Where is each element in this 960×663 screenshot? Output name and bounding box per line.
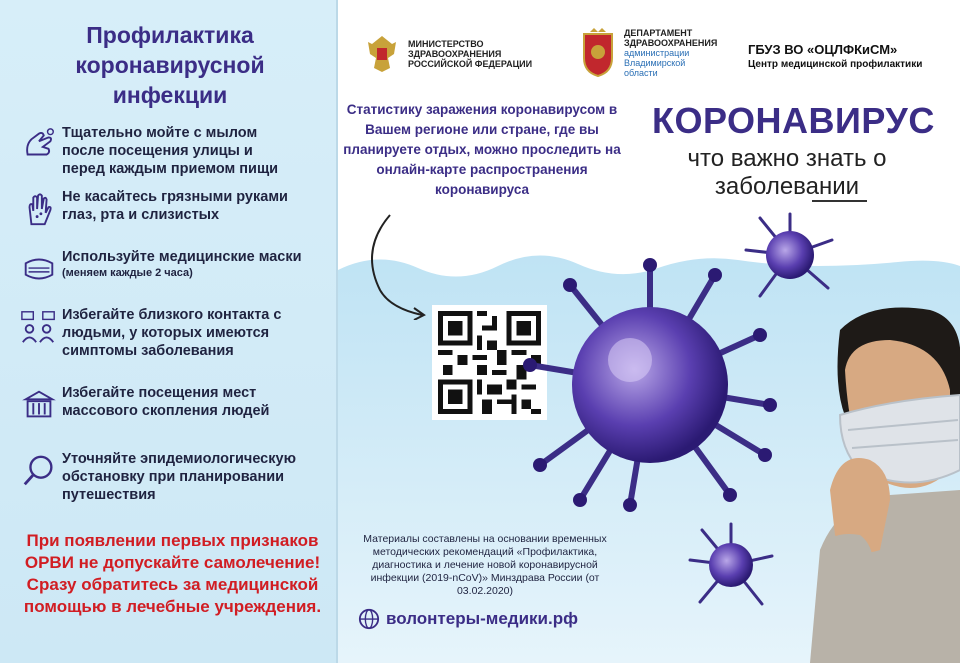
tip-travel bbox=[20, 450, 322, 504]
statistics-text: Статистику заражения коронавирусом в Вашем регионе или стране, где вы планируете отдых, можно проследить на онлайн-карте распространения коронавируса bbox=[343, 102, 621, 197]
tip-text: Не касайтесь грязными руками глаз, рта и слизистых bbox=[62, 189, 288, 223]
magnifier-icon bbox=[20, 452, 58, 490]
arrow-icon bbox=[360, 210, 440, 320]
tip-handwash bbox=[20, 124, 282, 178]
department-name: ДЕПАРТАМЕНТ ЗДРАВООХРАНЕНИЯ bbox=[624, 28, 718, 48]
mask-icon bbox=[20, 250, 58, 288]
virus-small-icon bbox=[740, 210, 840, 300]
department-logo bbox=[578, 28, 718, 78]
tip-note: (меняем каждые 2 часа) bbox=[62, 267, 193, 279]
coronavirus-title: КОРОНАВИРУС bbox=[652, 100, 935, 141]
dirty-hand-icon bbox=[20, 190, 58, 228]
tip-text: Тщательно мойте с мылом после посещения улицы и перед каждым приемом пищи bbox=[62, 125, 279, 177]
gbuz-logo bbox=[748, 42, 922, 70]
vladimir-shield-icon bbox=[578, 28, 618, 78]
people-distance-icon bbox=[20, 308, 58, 346]
gbuz-name: ГБУЗ ВО «ОЦЛФКиСМ» bbox=[748, 42, 898, 57]
tip-text: Избегайте посещения мест массового скопления людей bbox=[62, 385, 270, 419]
tip-text: Избегайте близкого контакта с людьми, у которых имеются симптомы заболевания bbox=[62, 307, 282, 359]
warning-text: При появлении первых признаков ОРВИ не допускайте самолечение! Сразу обратитесь за медицинской помощью в лечебные учреждения. bbox=[23, 531, 322, 616]
volunteers-site[interactable] bbox=[358, 608, 578, 630]
tip-text: Используйте медицинские маски bbox=[62, 249, 302, 265]
tip-text: Уточняйте эпидемиологическую обстановку при планировании путешествия bbox=[62, 451, 296, 503]
tip-distance bbox=[20, 306, 312, 360]
tip-mask bbox=[20, 248, 332, 288]
crowd-building-icon bbox=[20, 386, 58, 424]
department-subname: администрации Владимирской области bbox=[624, 48, 690, 78]
coat-of-arms-icon bbox=[362, 32, 402, 76]
prevention-title: Профилактика коронавирусной инфекции bbox=[75, 22, 265, 108]
tip-dont-touch bbox=[20, 188, 302, 228]
ministry-name: МИНИСТЕРСТВО ЗДРАВООХРАНЕНИЯ РОССИЙСКОЙ ФЕДЕРАЦИИ bbox=[408, 39, 533, 69]
virus-small-icon bbox=[686, 520, 776, 610]
title-underline bbox=[812, 200, 867, 202]
coronavirus-subtitle: что важно знать о заболевании bbox=[687, 145, 887, 200]
handwash-icon bbox=[20, 126, 58, 164]
tip-crowds bbox=[20, 384, 302, 424]
gbuz-subname: Центр медицинской профилактики bbox=[748, 59, 923, 70]
globe-icon bbox=[358, 608, 380, 630]
materials-note: Материалы составлены на основании временных методических рекомендаций «Профилактика, диагностика и лечение новой коронавирусной инфекции (2019-nCoV)» Минздрава России (от 03.02.2020) bbox=[363, 533, 607, 597]
ministry-logo bbox=[362, 32, 548, 76]
site-link[interactable]: волонтеры-медики.рф bbox=[386, 609, 578, 628]
coughing-man-illustration bbox=[800, 300, 960, 663]
